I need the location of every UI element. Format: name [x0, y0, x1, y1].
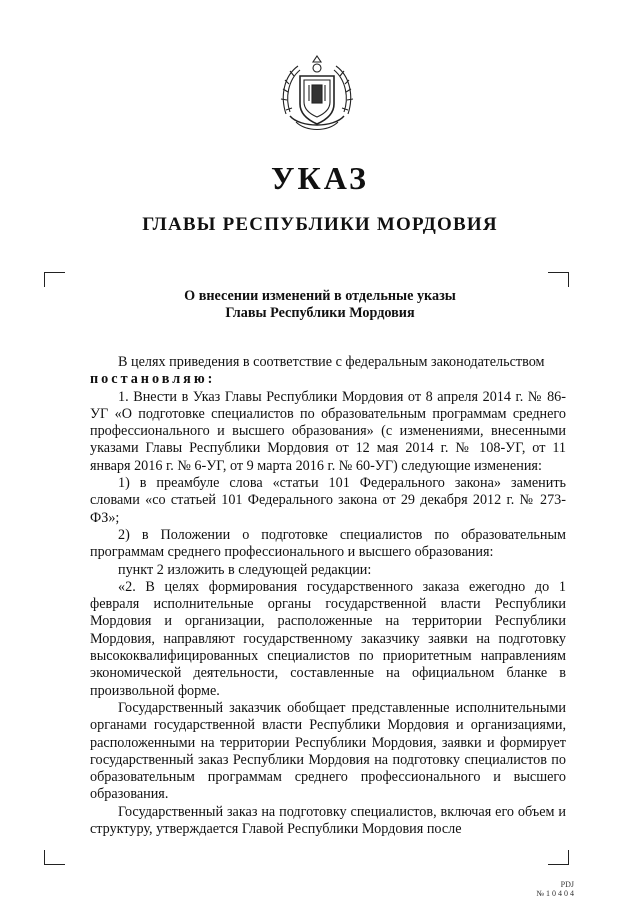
paragraph: Государственный заказ на подготовку специалистов, включая его объем и структуру, утверждается Главой Республики Мордовия после: [90, 803, 566, 838]
heading-line-1: О внесении изменений в отдельные указы: [184, 288, 456, 304]
corner-mark-top-left: [44, 272, 65, 287]
paragraph: 1) в преамбуле слова «статьи 101 Федерального закона» заменить словами «со статьей 101 Федерального закона от 29 декабря 2012 г. № 273-ФЗ»;: [90, 475, 566, 526]
document-title: УКАЗ: [271, 160, 369, 196]
paragraph: «2. В целях формирования государственного заказа ежегодно до 1 февраля исполнительные органы государственной власти Республики Мордовия и организации, расположенные на территории Республики Мордовия, направляют государственному заказчику заявки на подготовку высококвалифицированных специалистов по приоритетным направлениям экономической деятельности, составленные на официальном бланке в произвольной форме.: [90, 578, 566, 699]
stamp-mark: PDJ: [560, 880, 574, 889]
intro-paragraph: В целях приведения в соответствие с федеральным законодательством: [118, 354, 545, 370]
heading-line-2: Главы Республики Мордовия: [225, 305, 415, 321]
coat-of-arms-emblem: [276, 52, 358, 138]
paragraph: пункт 2 изложить в следующей редакции:: [118, 561, 372, 578]
corner-mark-bottom-left: [44, 850, 65, 865]
corner-mark-bottom-right: [548, 850, 569, 865]
stamp-number: № 1 0 4 0 4: [536, 889, 574, 898]
decree-body: [90, 354, 566, 838]
paragraph: 2) в Положении о подготовке специалистов по образовательным программам среднего профессионального и высшего образования:: [90, 526, 566, 561]
corner-mark-top-right: [548, 272, 569, 287]
document-subtitle: ГЛАВЫ РЕСПУБЛИКИ МОРДОВИЯ: [142, 214, 498, 235]
decree-heading: [120, 288, 520, 322]
paragraph: 1. Внести в Указ Главы Республики Мордовия от 8 апреля 2014 г. № 86-УГ «О подготовке специалистов по образовательным программам среднего профессионального и высшего образования» (с изменениями, внесенными указами Главы Республики Мордовия от 12 мая 2014 г. № 108-УГ, от 11 января 2016 г. № 6-УГ, от 9 марта 2016 г. № 60-УГ) следующие изменения:: [90, 388, 566, 474]
decree-word: постановляю:: [90, 371, 216, 388]
paragraph: Государственный заказчик обобщает представленные исполнительными органами государственной власти Республики Мордовия и организациями, расположенными на территории Республики Мордовия, заявки и формирует государственный заказ Республики Мордовия на подготовку специалистов по образовательным программам среднего профессионального и высшего образования.: [90, 699, 566, 803]
registration-stamp: [536, 880, 574, 898]
